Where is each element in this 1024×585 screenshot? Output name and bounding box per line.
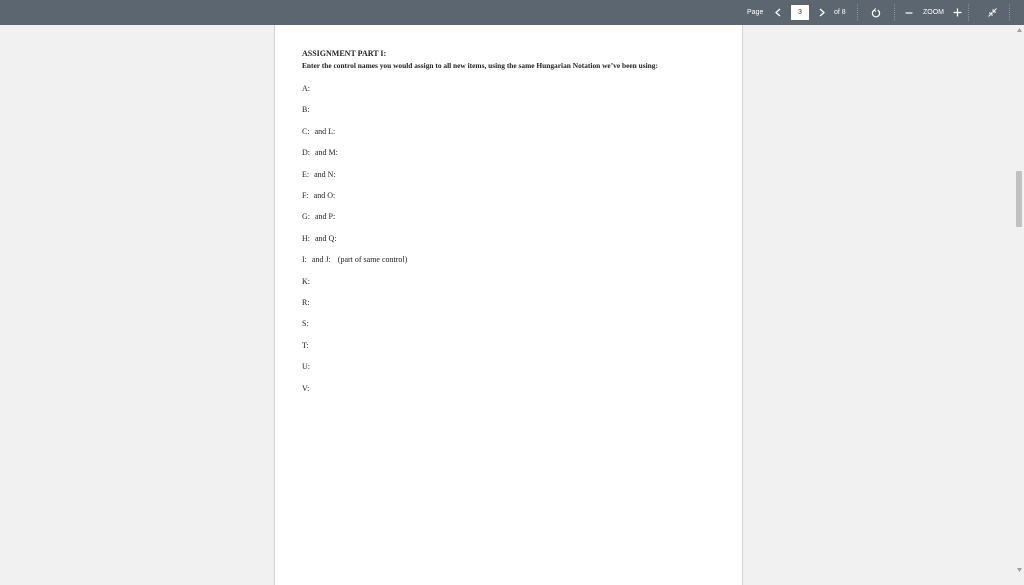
toolbar-separator <box>857 4 859 21</box>
toolbar-separator <box>968 4 970 21</box>
rotate-icon <box>871 8 881 18</box>
minus-icon <box>905 9 913 17</box>
item-pair: and Q: <box>315 233 337 243</box>
plus-icon <box>953 8 962 17</box>
answer-item <box>302 84 310 93</box>
page-count: of 8 <box>834 9 846 16</box>
scrollbar-thumb[interactable] <box>1016 171 1022 227</box>
answer-item <box>302 341 309 350</box>
item-letter: U: <box>302 362 310 372</box>
item-pair: and M: <box>315 148 338 158</box>
item-letter: A: <box>302 84 310 93</box>
page-number-input[interactable] <box>791 5 809 20</box>
item-letter: F: <box>302 191 309 200</box>
zoom-label: ZOOM <box>923 9 944 16</box>
item-letter: T: <box>302 340 309 350</box>
next-page-button[interactable] <box>816 0 828 25</box>
rotate-button[interactable] <box>869 0 883 25</box>
collapse-icon <box>988 8 997 17</box>
item-pair: and P: <box>315 212 336 222</box>
answer-item <box>302 191 335 200</box>
item-pair: and O: <box>313 191 336 200</box>
answer-item <box>302 234 337 243</box>
assignment-instructions: Enter the control names you would assign to all new items, using the same Hungarian Notation we’ve been using: <box>302 61 658 70</box>
item-letter: C: <box>302 126 310 136</box>
item-letter: E: <box>302 169 310 179</box>
item-letter: G: <box>302 212 310 222</box>
document-page <box>274 25 743 585</box>
zoom-out-button[interactable] <box>903 0 915 25</box>
item-letter: V: <box>302 383 310 393</box>
chevron-right-icon <box>819 8 825 17</box>
item-letter: D: <box>302 148 310 158</box>
prev-page-button[interactable] <box>772 0 784 25</box>
triangle-down-icon <box>1017 568 1022 572</box>
item-pair: and N: <box>314 169 336 179</box>
answer-item <box>302 362 310 371</box>
toolbar-separator <box>894 4 896 21</box>
answer-item <box>302 298 310 307</box>
fit-button[interactable] <box>985 0 999 25</box>
item-pair: and L: <box>314 126 336 136</box>
scroll-up-button[interactable] <box>1015 26 1023 34</box>
answer-item <box>302 127 335 136</box>
chevron-left-icon <box>775 8 781 17</box>
item-letter: R: <box>302 298 310 307</box>
item-letter: B: <box>302 105 310 115</box>
item-pair: and J: <box>311 255 331 265</box>
assignment-heading: ASSIGNMENT PART I: <box>302 49 387 58</box>
answer-item <box>302 148 338 157</box>
item-letter: S: <box>302 319 309 329</box>
item-letter: I: <box>302 255 307 265</box>
page-label: Page <box>747 9 764 16</box>
item-note: (part of same control) <box>337 255 408 265</box>
zoom-in-button[interactable] <box>950 0 964 25</box>
answer-item <box>302 255 407 264</box>
answer-item <box>302 212 335 221</box>
answer-item <box>302 319 309 328</box>
item-letter: H: <box>302 233 310 243</box>
viewer-toolbar <box>0 0 1024 25</box>
answer-item <box>302 384 309 393</box>
toolbar-separator <box>1009 4 1011 21</box>
scroll-down-button[interactable] <box>1015 566 1023 574</box>
answer-item <box>302 105 310 114</box>
triangle-up-icon <box>1017 28 1022 32</box>
answer-item <box>302 277 310 286</box>
answer-item <box>302 170 336 179</box>
scrollbar-track[interactable] <box>1013 25 1024 576</box>
item-letter: K: <box>302 276 310 286</box>
